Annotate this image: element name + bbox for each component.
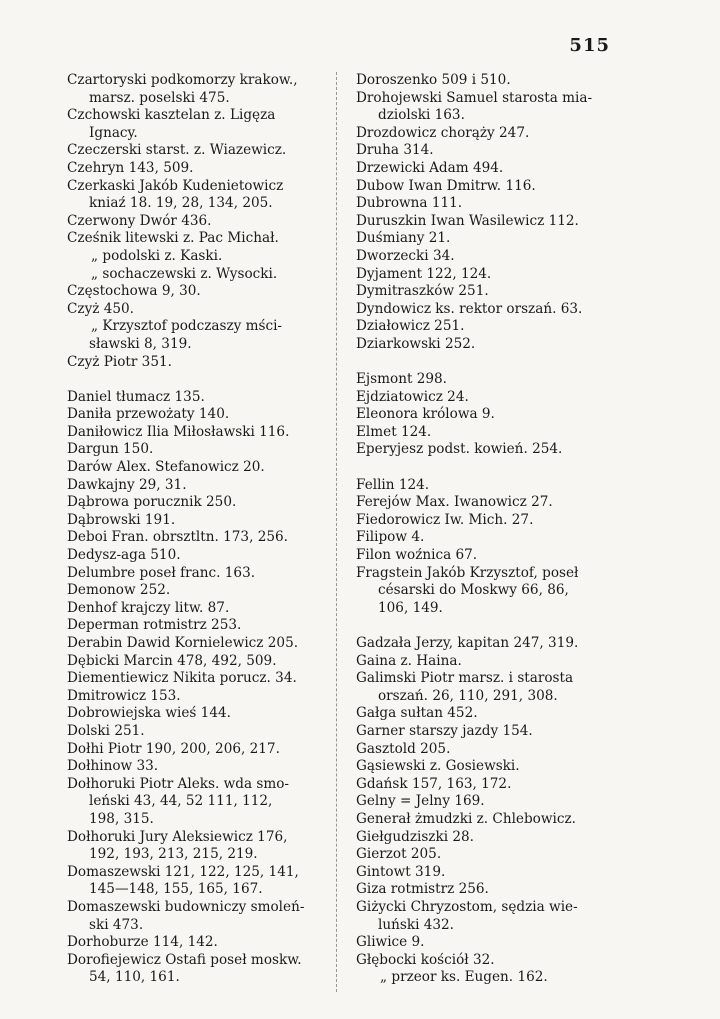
index-entry-continuation: kniaź 18. 19, 28, 134, 205. (89, 195, 273, 212)
index-entry: Filon woźnica 67. (356, 547, 478, 564)
index-entry: Dworzecki 34. (356, 247, 455, 264)
index-entry: Częstochowa 9, 30. (67, 283, 201, 300)
index-entry: Generał żmudzki z. Chlebowicz. (356, 810, 576, 827)
index-entry: Fiedorowicz Iw. Mich. 27. (356, 511, 534, 528)
index-entry: Dedysz-aga 510. (67, 547, 181, 564)
index-entry: Gaina z. Haina. (356, 652, 462, 669)
index-entry: Czehryn 143, 509. (67, 159, 194, 176)
index-entry: Gintowt 319. (356, 863, 446, 880)
index-entry: Fellin 124. (356, 476, 430, 493)
index-entry: „ podolski z. Kaski. (91, 247, 223, 264)
index-entry: Dubow Iwan Dmitrw. 116. (356, 177, 536, 194)
index-entry: Dmitrowicz 153. (67, 687, 181, 704)
index-column-right (356, 72, 608, 987)
index-entry-continuation: 198, 315. (89, 810, 154, 827)
index-entry-continuation: Ignacy. (89, 124, 138, 141)
index-entry-continuation: 145—148, 155, 165, 167. (89, 881, 263, 898)
index-entry: Dyjament 122, 124. (356, 265, 492, 282)
index-entry: Cześnik litewski z. Pac Michał. (67, 230, 279, 247)
index-entry: Czerkaski Jakób Kudenietowicz (67, 177, 284, 194)
index-entry: Eleonora królowa 9. (356, 406, 495, 423)
index-entry: Daniła przewożaty 140. (67, 406, 230, 423)
index-entry: Gąsiewski z. Gosiewski. (356, 758, 520, 775)
index-entry: Eperyjesz podst. kowień. 254. (356, 441, 563, 458)
index-entry-continuation: 106, 149. (378, 599, 443, 616)
index-entry: Domaszewski 121, 122, 125, 141, (67, 863, 299, 880)
index-entry: Daniel tłumacz 135. (67, 388, 205, 405)
index-entry: Czyż Piotr 351. (67, 353, 172, 370)
index-entry: Czerwony Dwór 436. (67, 212, 212, 229)
index-entry: Giżycki Chryzostom, sędzia wie- (356, 898, 578, 915)
index-entry: Ferejów Max. Iwanowicz 27. (356, 494, 553, 511)
index-entry: Garner starszy jazdy 154. (356, 722, 533, 739)
index-entry: Ejdziatowicz 24. (356, 388, 469, 405)
index-entry-continuation: sławski 8, 319. (89, 335, 192, 352)
index-entry: Gierzot 205. (356, 846, 442, 863)
index-entry: Dobrowiejska wieś 144. (67, 705, 231, 722)
index-entry: „ Krzysztof podczaszy mści- (91, 318, 283, 335)
page-number: 515 (569, 35, 610, 56)
index-entry: Dołhoruki Jury Aleksiewicz 176, (67, 828, 288, 845)
index-entry-continuation: ski 473. (89, 916, 144, 933)
index-entry-continuation: 54, 110, 161. (89, 969, 180, 986)
index-entry: Dyndowicz ks. rektor orszań. 63. (356, 300, 583, 317)
index-entry: Giełgudziszki 28. (356, 828, 474, 845)
index-entry-continuation: leński 43, 44, 52 111, 112, (89, 793, 273, 810)
index-entry: Gadzała Jerzy, kapitan 247, 319. (356, 635, 579, 651)
index-entry: Gałga sułtan 452. (356, 705, 478, 722)
index-entry: Doroszenko 509 i 510. (356, 72, 511, 88)
index-entry: Działowicz 251. (356, 318, 465, 335)
index-entry: Drzewicki Adam 494. (356, 159, 504, 176)
index-entry: Dąbrowa porucznik 250. (67, 494, 237, 511)
index-entry: Czartoryski podkomorzy krakow., (67, 72, 298, 88)
index-entry: Deboi Fran. obrsztltn. 173, 256. (67, 529, 288, 546)
index-entry: Dołhinow 33. (67, 758, 159, 775)
index-entry: Dębicki Marcin 478, 492, 509. (67, 652, 277, 669)
index-entry: Dołhi Piotr 190, 200, 206, 217. (67, 740, 280, 757)
index-column-left (67, 72, 329, 987)
index-entry: Dorofiejewicz Ostafi poseł moskw. (67, 951, 302, 968)
section-gap (356, 617, 608, 635)
index-entry: Domaszewski budowniczy smoleń- (67, 898, 305, 915)
index-entry: Czyż 450. (67, 300, 134, 317)
index-entry: Głębocki kościół 32. (356, 951, 495, 968)
index-entry: Denhof krajczy litw. 87. (67, 599, 230, 616)
index-entry: Fragstein Jakób Krzysztof, poseł (356, 564, 579, 581)
index-entry-continuation: luński 432. (378, 916, 455, 933)
index-entry: Duśmiany 21. (356, 230, 451, 247)
index-entry: Drohojewski Samuel starosta mia- (356, 89, 593, 106)
index-entry: Derabin Dawid Kornielewicz 205. (67, 635, 299, 651)
index-entry: Gasztold 205. (356, 740, 451, 757)
section-gap (67, 371, 329, 389)
index-entry: Ejsmont 298. (356, 371, 447, 388)
index-entry: „ przeor ks. Eugen. 162. (380, 969, 548, 986)
index-entry: Czeczerski starst. z. Wiazewicz. (67, 142, 287, 159)
index-entry-continuation: césarski do Moskwy 66, 86, (378, 582, 569, 599)
index-entry: Duruszkin Iwan Wasilewicz 112. (356, 212, 579, 229)
index-entry: Galimski Piotr marsz. i starosta (356, 670, 574, 687)
index-entry: Gdańsk 157, 163, 172. (356, 775, 512, 792)
index-entry: Diementiewicz Nikita porucz. 34. (67, 670, 297, 687)
index-entry: Dawkajny 29, 31. (67, 476, 187, 493)
index-entry: Dołhoruki Piotr Aleks. wda smo- (67, 775, 290, 792)
index-entry: „ sochaczewski z. Wysocki. (91, 265, 278, 282)
index-entry: Druha 314. (356, 142, 434, 159)
index-entry: Dąbrowski 191. (67, 511, 176, 528)
index-entry: Deperman rotmistrz 253. (67, 617, 242, 634)
column-divider (336, 72, 337, 992)
index-entry: Dargun 150. (67, 441, 154, 458)
index-entry: Gliwice 9. (356, 934, 425, 951)
index-entry-continuation: dziolski 163. (378, 107, 465, 124)
section-gap (356, 354, 608, 372)
index-entry: Giza rotmistrz 256. (356, 881, 489, 898)
index-entry-continuation: orszań. 26, 110, 291, 308. (378, 687, 558, 704)
section-gap (356, 459, 608, 477)
index-entry: Drozdowicz chorąży 247. (356, 124, 530, 141)
index-entry: Demonow 252. (67, 582, 171, 599)
index-entry: Gelny = Jelny 169. (356, 793, 485, 810)
index-entry: Delumbre poseł franc. 163. (67, 564, 256, 581)
index-entry: Darów Alex. Stefanowicz 20. (67, 459, 265, 476)
index-entry: Dorhoburze 114, 142. (67, 934, 218, 951)
index-entry: Dymitraszków 251. (356, 283, 489, 300)
index-entry: Elmet 124. (356, 423, 432, 440)
index-entry: Czchowski kasztelan z. Ligęza (67, 107, 276, 124)
index-entry-continuation: 192, 193, 213, 215, 219. (89, 846, 258, 863)
index-entry-continuation: marsz. poselski 475. (89, 89, 230, 106)
index-entry: Dziarkowski 252. (356, 335, 476, 352)
index-entry: Dubrowna 111. (356, 195, 463, 212)
index-entry: Dolski 251. (67, 722, 145, 739)
index-entry: Daniłowicz Ilia Miłosławski 116. (67, 423, 290, 440)
index-entry: Filipow 4. (356, 529, 425, 546)
